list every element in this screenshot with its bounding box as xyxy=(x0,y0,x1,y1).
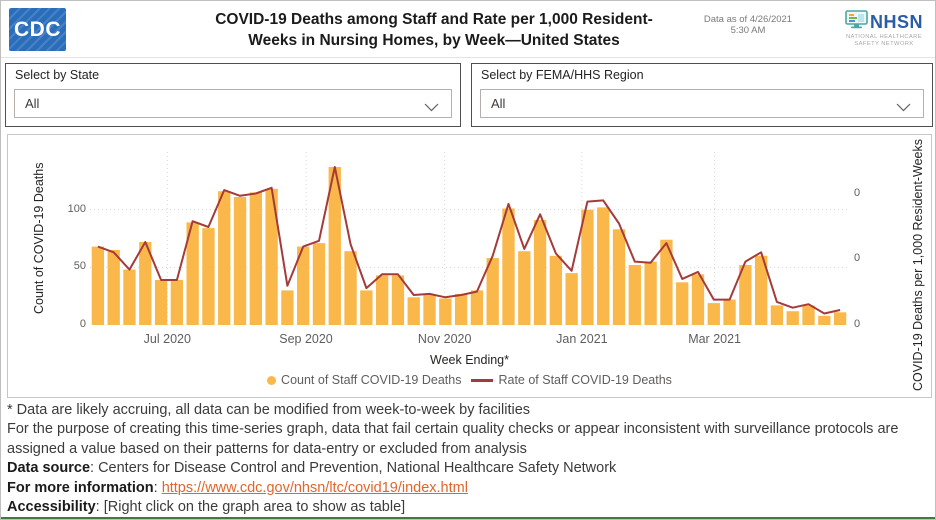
state-dropdown[interactable] xyxy=(14,89,452,118)
y-left-tick-label: 100 xyxy=(67,202,86,215)
state-dropdown-value: All xyxy=(25,96,40,111)
legend-item-count[interactable] xyxy=(267,373,461,387)
legend-item-rate[interactable] xyxy=(471,373,671,387)
filter-region-label: Select by FEMA/HHS Region xyxy=(481,68,644,82)
bar[interactable] xyxy=(234,197,246,325)
footnote-quality: For the purpose of creating this time-series graph, data that fail certain quality checks or appear inconsistent with surveillance protocols are assigned a value based on their patterns for data-entry or excluded from analysis xyxy=(7,421,899,457)
monitor-icon xyxy=(845,10,868,34)
bar[interactable] xyxy=(218,191,230,325)
region-dropdown-value: All xyxy=(491,96,506,111)
legend-count-label: Count of Staff COVID-19 Deaths xyxy=(281,373,462,387)
bar[interactable] xyxy=(281,290,293,325)
x-tick-labels xyxy=(90,332,848,348)
chart-legend xyxy=(8,373,931,387)
x-tick-label: Nov 2020 xyxy=(417,332,472,346)
chevron-down-icon xyxy=(424,99,439,117)
more-info-line: For more information: https://www.cdc.gov/nhsn/ltc/covid19/index.html xyxy=(7,479,468,496)
x-axis-title: Week Ending* xyxy=(430,353,509,367)
bar[interactable] xyxy=(597,207,609,325)
bar[interactable] xyxy=(802,305,814,325)
bar[interactable] xyxy=(629,265,641,325)
bar[interactable] xyxy=(344,251,356,325)
bar[interactable] xyxy=(439,299,451,326)
count-series-swatch-icon xyxy=(267,376,276,385)
bottom-accent-bar xyxy=(1,517,935,519)
bar[interactable] xyxy=(613,229,625,325)
plot-svg xyxy=(90,152,848,326)
y-left-tick-labels xyxy=(42,152,86,330)
page-title-line1: COVID-19 Deaths among Staff and Rate per 1,000 Resident- xyxy=(215,11,653,28)
bar[interactable] xyxy=(408,297,420,325)
nhsn-subtitle: NATIONAL HEALTHCARE SAFETY NETWORK xyxy=(845,34,923,47)
bar[interactable] xyxy=(423,295,435,325)
data-as-of: Data as of 4/26/2021 5:30 AM xyxy=(703,14,793,36)
bar[interactable] xyxy=(502,209,514,326)
bar[interactable] xyxy=(250,192,262,325)
bar[interactable] xyxy=(676,282,688,325)
cdc-logo: CDC xyxy=(9,8,66,51)
page-title xyxy=(151,9,717,51)
plot-area[interactable] xyxy=(90,152,848,326)
y-left-tick-label: 50 xyxy=(73,260,86,273)
page-title-line2: Weeks in Nursing Homes, by Week—United States xyxy=(248,32,620,49)
bar[interactable] xyxy=(360,290,372,325)
bar[interactable] xyxy=(392,275,404,325)
chevron-down-icon xyxy=(896,99,911,117)
x-tick-label: Jan 2021 xyxy=(556,332,608,346)
x-tick-label: Jul 2020 xyxy=(143,332,191,346)
bar[interactable] xyxy=(123,270,135,325)
bar[interactable] xyxy=(155,280,167,325)
data-source-line: Data source: Centers for Disease Control and Prevention, National Healthcare Safety Network xyxy=(7,460,617,477)
footnote-accruing: * Data are likely accruing, all data can be modified from week-to-week by facilities xyxy=(7,402,531,418)
nhsn-acronym: NHSN xyxy=(869,11,923,32)
x-tick-label: Sep 2020 xyxy=(279,332,333,346)
header xyxy=(1,1,935,58)
filter-state-label: Select by State xyxy=(15,68,100,82)
covid19-info-link[interactable]: https://www.cdc.gov/nhsn/ltc/covid19/index.html xyxy=(161,479,468,496)
bar[interactable] xyxy=(202,228,214,325)
bar[interactable] xyxy=(834,312,846,325)
accessibility-line: Accessibility: [Right click on the graph area to show as table] xyxy=(7,499,406,516)
bar[interactable] xyxy=(708,303,720,325)
y-right-tick-label: 0 xyxy=(854,186,861,199)
bar[interactable] xyxy=(565,273,577,325)
bar[interactable] xyxy=(787,311,799,325)
bar[interactable] xyxy=(313,243,325,325)
bar[interactable] xyxy=(455,294,467,325)
bar[interactable] xyxy=(108,250,120,325)
rate-series-swatch-icon xyxy=(471,379,493,382)
bar[interactable] xyxy=(534,220,546,325)
bar[interactable] xyxy=(818,316,830,325)
filter-panel-region xyxy=(471,63,933,127)
filter-panel-state xyxy=(5,63,461,127)
bar[interactable] xyxy=(550,256,562,325)
y-right-tick-label: 0 xyxy=(854,252,861,265)
y-left-tick-label: 0 xyxy=(79,318,86,330)
footnotes xyxy=(1,400,935,517)
nhsn-logo xyxy=(838,10,930,48)
bar[interactable] xyxy=(692,274,704,325)
bar[interactable] xyxy=(518,251,530,325)
bar[interactable] xyxy=(771,305,783,325)
bar[interactable] xyxy=(376,275,388,325)
y-right-tick-label: 0 xyxy=(854,318,861,330)
bar[interactable] xyxy=(471,290,483,325)
y-right-tick-labels xyxy=(854,152,874,330)
y-left-axis-title: Count of COVID-19 Deaths xyxy=(32,162,46,314)
bar[interactable] xyxy=(644,262,656,325)
bar[interactable] xyxy=(723,300,735,325)
bar[interactable] xyxy=(171,280,183,325)
y-right-axis-title: COVID-19 Deaths per 1,000 Resident-Weeks xyxy=(911,139,925,391)
x-tick-label: Mar 2021 xyxy=(688,332,741,346)
chart-panel xyxy=(7,134,932,398)
bar[interactable] xyxy=(92,247,104,325)
bar[interactable] xyxy=(581,210,593,325)
region-dropdown[interactable] xyxy=(480,89,924,118)
legend-rate-label: Rate of Staff COVID-19 Deaths xyxy=(498,373,672,387)
bar[interactable] xyxy=(487,258,499,325)
